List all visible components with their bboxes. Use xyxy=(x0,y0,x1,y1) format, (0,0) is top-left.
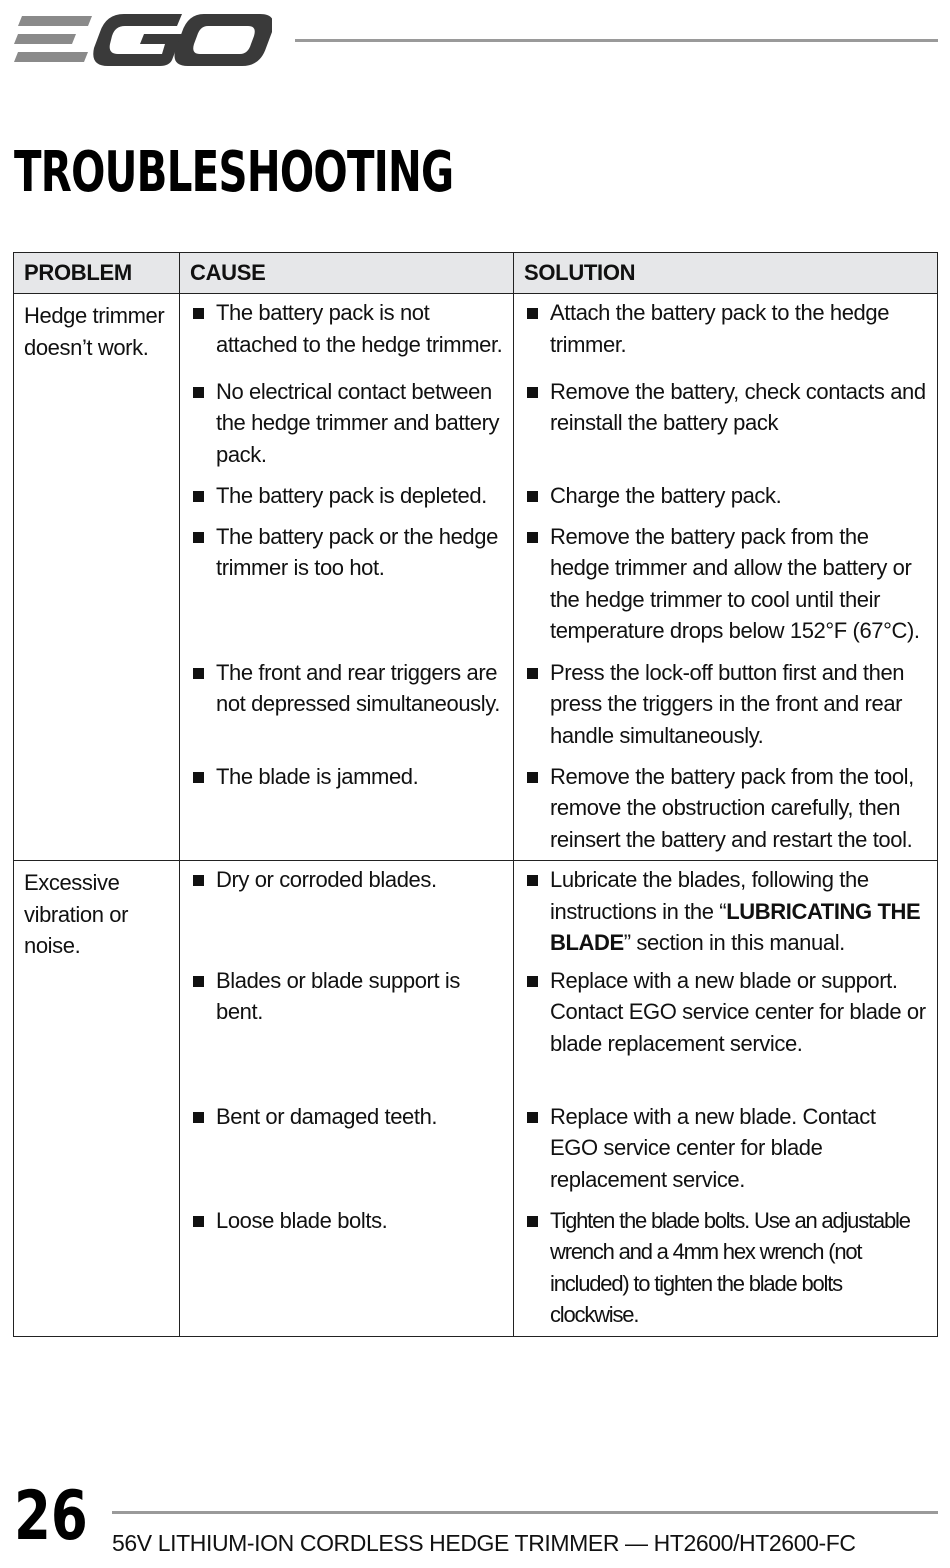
cause-text: Bent or damaged teeth. xyxy=(190,1101,503,1133)
cause-cell xyxy=(180,861,514,965)
solution-text: Replace with a new blade. Contact EGO service center for blade replacement service. xyxy=(524,1101,927,1196)
cause-text: The battery pack is not attached to the hedge trimmer. xyxy=(190,297,503,360)
solution-text: Remove the battery pack from the tool, remove the obstruction carefully, then reinsert the battery and restart the tool. xyxy=(524,761,927,856)
header-solution: SOLUTION xyxy=(514,253,938,294)
solution-text: Replace with a new blade or support. Contact EGO service center for blade or blade replacement service. xyxy=(524,965,927,1060)
solution-cell xyxy=(514,294,938,376)
cause-cell xyxy=(180,965,514,1101)
cause-text: The battery pack or the hedge trimmer is too hot. xyxy=(190,521,503,584)
solution-cell xyxy=(514,861,938,965)
solution-cell xyxy=(514,1101,938,1205)
cause-cell xyxy=(180,1101,514,1205)
cause-cell xyxy=(180,376,514,480)
cause-text: Dry or corroded blades. xyxy=(190,864,503,896)
table-row xyxy=(14,861,938,965)
cause-cell xyxy=(180,294,514,376)
cause-cell xyxy=(180,1205,514,1337)
header-rule xyxy=(295,39,938,42)
cause-text: No electrical contact between the hedge trimmer and battery pack. xyxy=(190,376,503,471)
solution-text-part: Lubricate the blades, following the instructions in the “ xyxy=(550,867,869,924)
cause-cell xyxy=(180,761,514,861)
cause-cell xyxy=(180,657,514,761)
header-cause: CAUSE xyxy=(180,253,514,294)
cause-cell xyxy=(180,480,514,521)
solution-cell xyxy=(514,376,938,480)
solution-text: Remove the battery, check contacts and reinstall the battery pack xyxy=(524,376,927,439)
solution-cell xyxy=(514,761,938,861)
solution-text: Press the lock-off button first and then press the triggers in the front and rear handle simultaneously. xyxy=(524,657,927,752)
section-reference: LUBRICATING THE BLADE xyxy=(550,898,921,955)
cause-text: Blades or blade support is bent. xyxy=(190,965,503,1028)
solution-text: Tighten the blade bolts. Use an adjustable wrench and a 4mm hex wrench (not included) to tighten the blade bolts clockwise. xyxy=(524,1205,927,1331)
problem-cell xyxy=(14,294,180,861)
solution-cell xyxy=(514,657,938,761)
problem-cell xyxy=(14,861,180,1337)
table-row xyxy=(14,294,938,376)
solution-cell xyxy=(514,521,938,657)
cause-text: The blade is jammed. xyxy=(190,761,503,793)
solution-text: Charge the battery pack. xyxy=(524,480,927,512)
header-problem: PROBLEM xyxy=(14,253,180,294)
problem-text: Excessive vibration or noise. xyxy=(24,870,129,958)
troubleshooting-table xyxy=(13,252,938,1337)
cause-text: The front and rear triggers are not depressed simultaneously. xyxy=(190,657,503,720)
solution-text-part: ” section in this manual. xyxy=(623,930,845,955)
solution-text: Attach the battery pack to the hedge trimmer. xyxy=(524,297,927,360)
cause-cell xyxy=(180,521,514,657)
problem-text: Hedge trimmer doesn’t work. xyxy=(24,303,165,360)
table-header-row xyxy=(14,253,938,294)
page-number: 26 xyxy=(14,1477,88,1556)
page-title: TROUBLESHOOTING xyxy=(14,140,454,205)
solution-cell xyxy=(514,1205,938,1337)
ego-logo xyxy=(12,10,272,68)
footer-rule xyxy=(112,1511,938,1514)
solution-text: Remove the battery pack from the hedge trimmer and allow the battery or the hedge trimmer to cool until their temperature drops below 152°F (67°C). xyxy=(524,521,927,647)
cause-text: Loose blade bolts. xyxy=(190,1205,503,1237)
solution-cell xyxy=(514,480,938,521)
cause-text: The battery pack is depleted. xyxy=(190,480,503,512)
solution-text xyxy=(524,864,927,959)
solution-cell xyxy=(514,965,938,1101)
footer-product-title: 56V LITHIUM-ION CORDLESS HEDGE TRIMMER — HT2600/HT2600-FC xyxy=(112,1530,856,1556)
